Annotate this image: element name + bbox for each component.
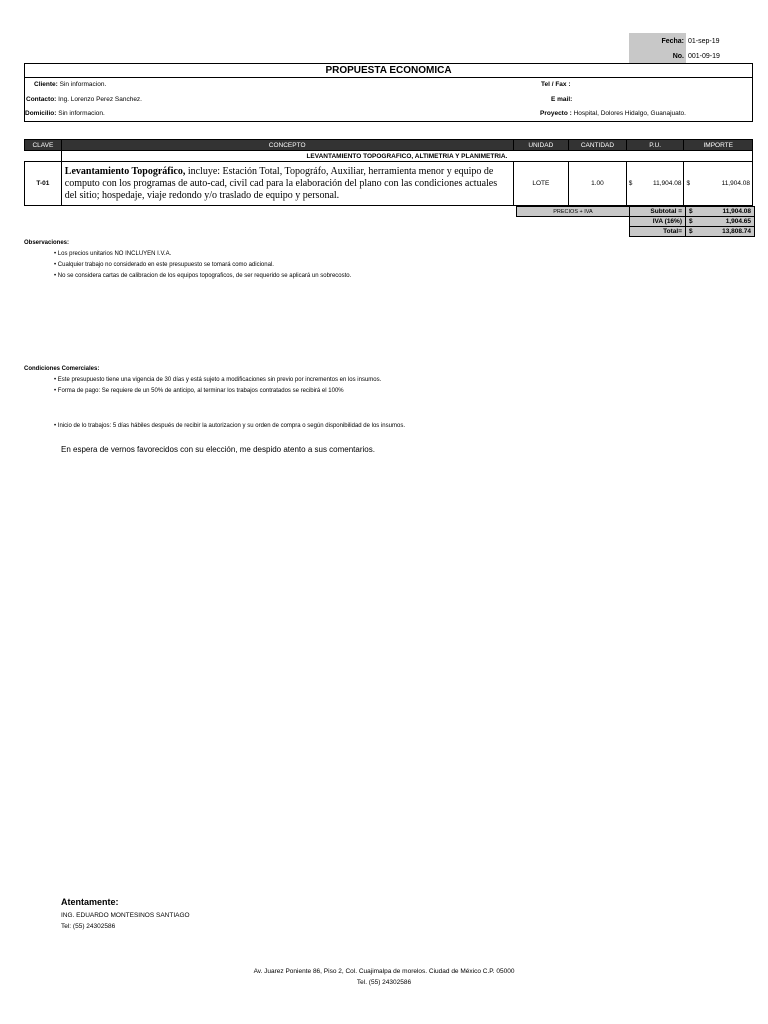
cliente-value: Sin informacion. bbox=[59, 81, 107, 88]
iva-row bbox=[517, 217, 755, 227]
contacto-value: Ing. Lorenzo Perez Sanchez. bbox=[58, 96, 142, 103]
number-label: No. bbox=[629, 48, 686, 63]
subtotal-label: Subtotal = bbox=[630, 207, 686, 217]
number-value: 001-09-19 bbox=[688, 53, 720, 60]
pu-value: 11,904.08 bbox=[653, 180, 682, 187]
observaciones-list bbox=[54, 249, 351, 282]
fecha-row bbox=[629, 33, 753, 48]
condiciones-list bbox=[54, 375, 381, 397]
table-row bbox=[25, 162, 753, 206]
cliente-field bbox=[34, 80, 106, 89]
proyecto-label: Proyecto : bbox=[540, 110, 572, 117]
proyecto-field bbox=[540, 109, 686, 118]
signature-title: Atentamente: bbox=[61, 897, 119, 907]
footer-tel: Tel. (55) 24302586 bbox=[356, 979, 412, 986]
client-header bbox=[24, 63, 753, 122]
email-field bbox=[551, 95, 572, 104]
number-row bbox=[629, 48, 753, 63]
col-unidad: UNIDAD bbox=[513, 140, 569, 151]
list-item: • Los precios unitarios NO INCLUYEN I.V.A. bbox=[54, 251, 172, 257]
row-unidad: LOTE bbox=[513, 162, 569, 206]
observaciones-title: Observaciones: bbox=[24, 240, 70, 246]
total-label: Total= bbox=[630, 227, 686, 237]
tel-field bbox=[541, 80, 571, 89]
document-title: PROPUESTA ECONOMICA bbox=[325, 65, 452, 76]
subtotal-value: 11,904.08 bbox=[722, 208, 751, 215]
list-item: • Inicio de lo trabajos: 5 días hábiles después de recibir la autorizacion y su orden de compra o según disponibilidad de los insumos. bbox=[54, 423, 405, 429]
cliente-label: Cliente: bbox=[34, 81, 58, 88]
concept-rest: incluye: Estación Total, Topográfo, Auxiliar, herramienta menor y equipo de computo con los programas de auto-cad, civil cad para la elaboración del plano con las condiciones actuales del sitio; hospedaje, viaje redondo y/o traslado de equipo y personal. bbox=[64, 165, 498, 201]
email-label: E mail: bbox=[551, 96, 573, 103]
section-title: LEVANTAMIENTO TOPOGRAFICO, ALTIMETRIA Y PLANIMETRIA. bbox=[61, 151, 752, 162]
domicilio-label: Domicilio: bbox=[25, 110, 57, 117]
row-clave: T-01 bbox=[25, 162, 62, 206]
subtotal-currency: $ bbox=[689, 208, 693, 215]
footer bbox=[0, 966, 768, 988]
iva-value: 1,904.65 bbox=[725, 218, 751, 225]
col-concepto: CONCEPTO bbox=[61, 140, 513, 151]
condiciones-title: Condiciones Comerciales: bbox=[24, 366, 100, 372]
concept-bold: Levantamiento Topográfico, bbox=[64, 165, 186, 177]
iva-cell bbox=[686, 217, 755, 227]
col-importe: IMPORTE bbox=[684, 140, 753, 151]
importe-currency: $ bbox=[686, 180, 691, 187]
contacto-field bbox=[26, 95, 142, 104]
totals-table bbox=[516, 206, 755, 237]
contacto-label: Contacto: bbox=[26, 96, 57, 103]
precios-label: PRECIOS + IVA bbox=[517, 207, 630, 217]
row-pu bbox=[626, 162, 684, 206]
subtotal-row bbox=[517, 207, 755, 217]
total-cell bbox=[686, 227, 755, 237]
list-item: • Forma de pago: Se requiere de un 50% de anticipo, al terminar los trabajos contratados se recibirá el 100% bbox=[54, 388, 344, 394]
iva-currency: $ bbox=[689, 218, 693, 225]
col-cantidad: CANTIDAD bbox=[569, 140, 627, 151]
signature-block bbox=[61, 910, 190, 932]
row-importe bbox=[684, 162, 753, 206]
tel-label: Tel / Fax : bbox=[541, 81, 571, 88]
row-cantidad: 1.00 bbox=[569, 162, 627, 206]
total-currency: $ bbox=[689, 228, 693, 235]
total-value: 13,808.74 bbox=[722, 228, 751, 235]
row-concepto bbox=[61, 162, 513, 206]
list-item: • Este presupuesto tiene una vigencia de 30 días y está sujeto a modificaciones sin previo por incrementos en los insumos. bbox=[54, 377, 382, 383]
table-header-row bbox=[25, 140, 753, 151]
signature-tel: Tel: (55) 24302586 bbox=[61, 923, 116, 930]
domicilio-field bbox=[25, 109, 105, 118]
closing-text: En espera de vernos favorecidos con su elección, me despido atento a sus comentarios. bbox=[61, 445, 375, 454]
iva-label: IVA (16%) bbox=[630, 217, 686, 227]
subtotal-cell bbox=[686, 207, 755, 217]
document-meta bbox=[629, 33, 753, 63]
footer-address: Av. Juarez Poniente 86, Piso 2, Col. Cuajimalpa de morelos. Ciudad de México C.P. 05000 bbox=[253, 968, 515, 975]
importe-value: 11,904.08 bbox=[721, 180, 750, 187]
list-item: • Cualquier trabajo no considerado en este presupuesto se tomará como adicional. bbox=[54, 262, 274, 268]
total-row bbox=[517, 227, 755, 237]
items-table bbox=[24, 139, 753, 206]
pu-currency: $ bbox=[628, 180, 633, 187]
section-row bbox=[25, 151, 753, 162]
col-clave: CLAVE bbox=[25, 140, 62, 151]
list-item: • No se considera cartas de calibracion de los equipos topograficos, de ser requerido se aplicará un sobrecosto. bbox=[54, 273, 352, 279]
title-divider bbox=[25, 77, 752, 78]
proyecto-value: Hospital, Dolores Hidalgo, Guanajuato. bbox=[573, 110, 686, 117]
signature-name: ING. EDUARDO MONTESINOS SANTIAGO bbox=[61, 912, 190, 919]
fecha-label: Fecha: bbox=[629, 33, 686, 48]
domicilio-value: Sin informacion. bbox=[58, 110, 105, 117]
col-pu: P.U. bbox=[626, 140, 684, 151]
fecha-value: 01-sep-19 bbox=[688, 38, 720, 45]
